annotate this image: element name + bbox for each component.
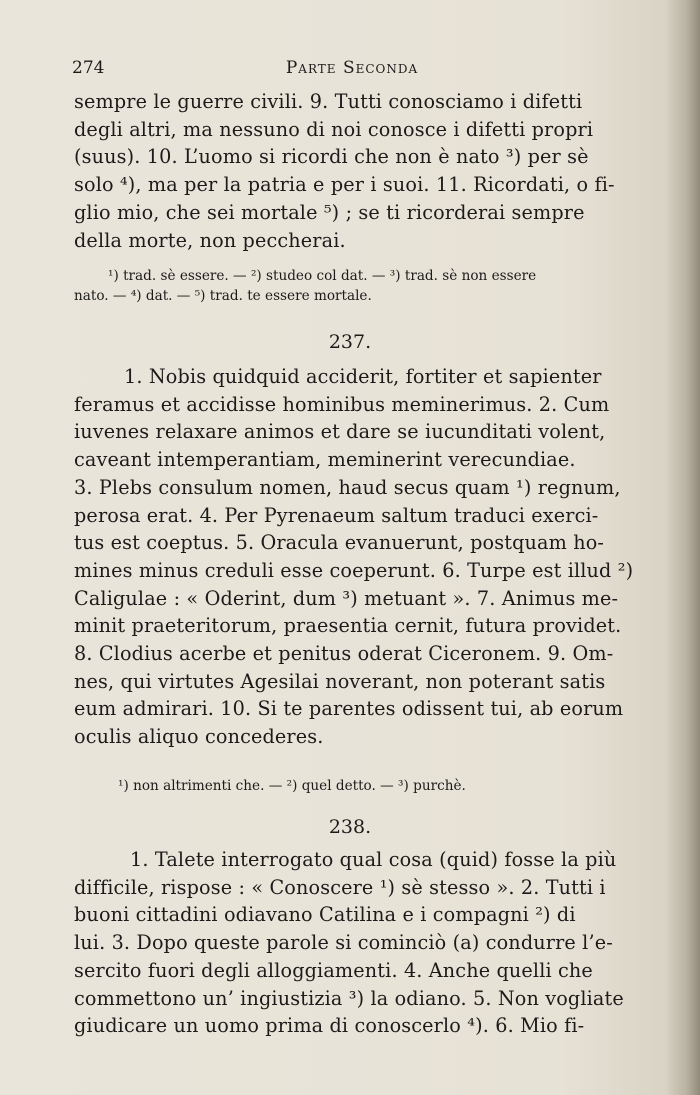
page-header [72,58,632,82]
text-line: giudicare un uomo prima di conoscerlo ⁴). 6. Mio fi- [74,1014,585,1038]
text-line: (suus). 10. L’uomo si ricordi che non è nato ³) per sè [74,145,589,169]
text-line: 3. Plebs consulum nomen, haud secus quam ¹) regnum, [74,475,621,499]
text-line: sercito fuori degli alloggiamenti. 4. Anche quelli che [74,958,593,982]
text-line: nes, qui virtutes Agesilai noverant, non poterant satis [74,669,606,693]
text-line: oculis aliquo concederes. [74,725,324,749]
text-line: sempre le guerre civili. 9. Tutti conosciamo i difetti [74,90,583,113]
text-line: iuvenes relaxare animos et dare se iucunditati volent, [74,420,606,444]
top-paragraph [74,88,622,254]
section-number-237: 237. [328,331,372,353]
text-line: glio mio, che sei mortale ⁵) ; se ti ricorderai sempre [74,200,585,224]
footnote-line: nato. — ⁴) dat. — ⁵) trad. te essere mortale. [74,288,372,304]
text-line: perosa erat. 4. Per Pyrenaeum saltum traduci exerci- [74,503,599,527]
text-line: eum admirari. 10. Si te parentes odissent tui, ab eorum [74,697,624,721]
text-line: solo ⁴), ma per la patria e per i suoi. 11. Ricordati, o fi- [74,173,615,197]
section-238-text [74,846,622,1040]
section-number-238: 238. [328,816,372,838]
running-head: Parte Seconda [285,58,419,78]
section-237-text [74,363,634,751]
text-line: minit praeteritorum, praesentia cernit, futura providet. [74,614,622,638]
text-line: degli altri, ma nessuno di noi conosce i difetti propri [74,117,594,141]
text-line: 1. Talete interrogato qual cosa (quid) fosse la più [130,848,617,871]
footnote-line: ¹) non altrimenti che. — ²) quel detto. — ³) purchè. [118,778,466,794]
text-line: buoni cittadini odiavano Catilina e i compagni ²) di [74,903,576,927]
text-line: mines minus creduli esse coeperunt. 6. Turpe est illud ²) [74,558,634,582]
section-237-footnote [74,776,622,796]
text-line: caveant intemperantiam, meminerint verecundiae. [74,448,576,472]
text-line: lui. 3. Dopo queste parole si cominciò (a) condurre l’e- [74,931,613,955]
page-edge-shadow [666,0,700,1095]
text-line: difficile, rispose : « Conoscere ¹) sè stesso ». 2. Tutti i [74,875,606,899]
text-line: 1. Nobis quidquid acciderit, fortiter et sapienter [124,365,602,388]
text-line: della morte, non peccherai. [74,228,346,252]
footnote-line: ¹) trad. sè essere. — ²) studeo col dat. — ³) trad. sè non essere [108,268,537,284]
text-line: commettono un’ ingiustizia ³) la odiano. 5. Non vogliate [74,986,624,1010]
page-number: 274 [72,58,105,78]
top-footnotes [74,266,622,306]
text-line: tus est coeptus. 5. Oracula evanuerunt, postquam ho- [74,531,605,555]
text-line: 8. Clodius acerbe et penitus oderat Ciceronem. 9. Om- [74,642,614,666]
text-line: Caligulae : « Oderint, dum ³) metuant ». 7. Animus me- [74,586,619,610]
text-line: feramus et accidisse hominibus meminerimus. 2. Cum [74,392,610,416]
